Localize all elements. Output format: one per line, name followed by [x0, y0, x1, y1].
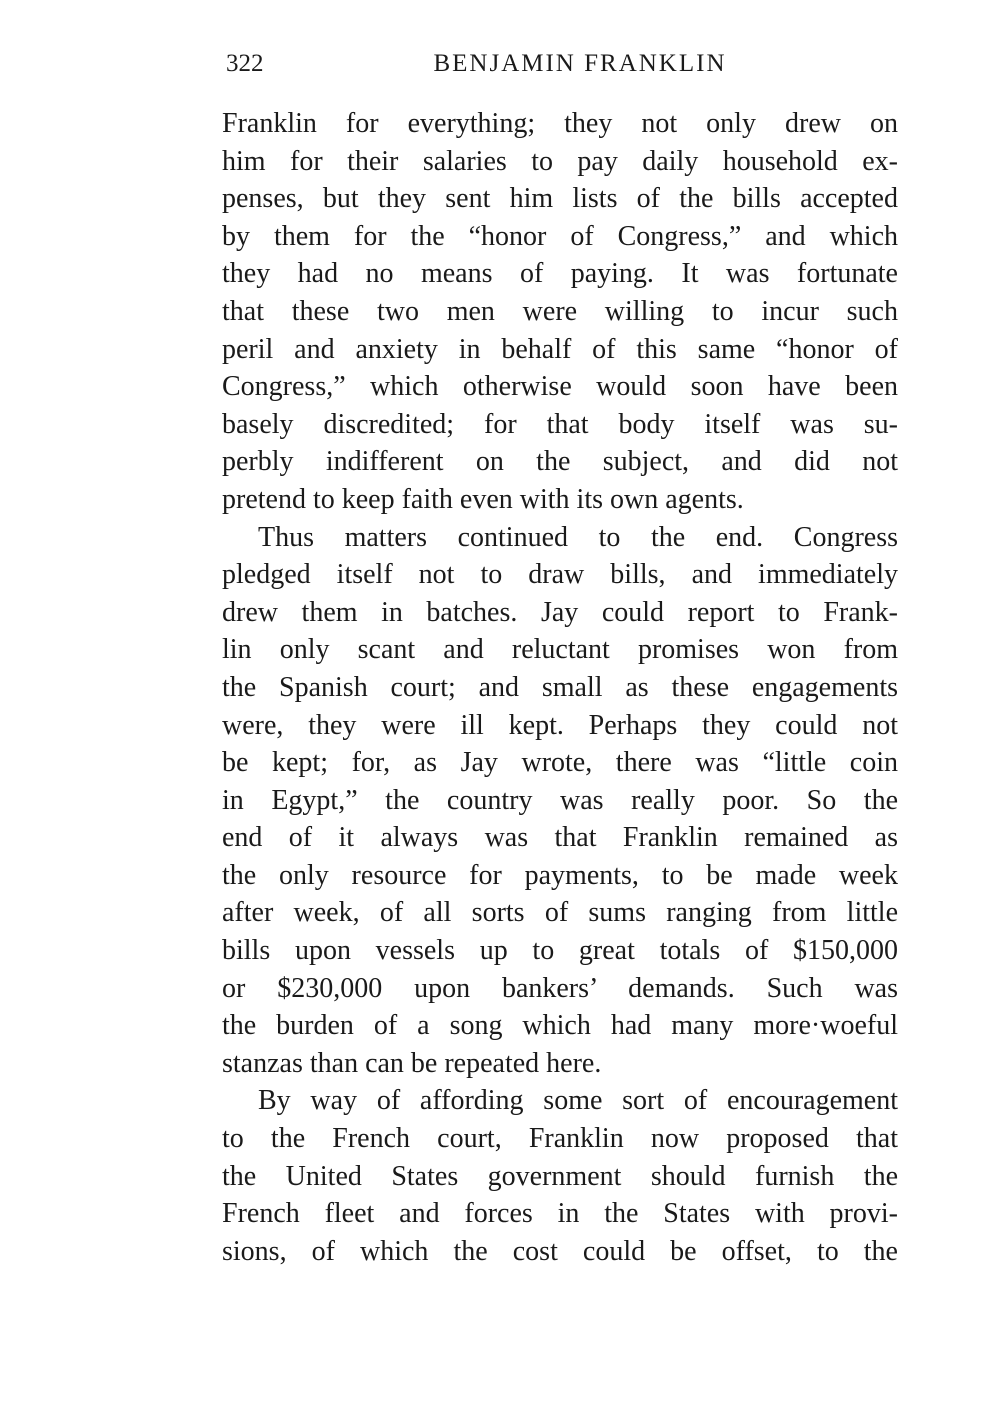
page-number: 322 [226, 50, 264, 77]
text-line: be kept; for, as Jay wrote, there was “little coin [222, 747, 898, 779]
text-line: the Spanish court; and small as these engagements [222, 671, 898, 703]
text-line: the only resource for payments, to be made week [222, 859, 898, 891]
text-line: sions, of which the cost could be offset, to the [222, 1235, 898, 1267]
text-line: the burden of a song which had many more·woeful [222, 1010, 898, 1042]
text-line: the United States government should furnish the [222, 1160, 898, 1192]
running-title: BENJAMIN FRANKLIN [433, 50, 727, 77]
text-line: that these two men were willing to incur such [222, 295, 898, 327]
text-line: basely discredited; for that body itself was su- [222, 408, 898, 440]
text-line: were, they were ill kept. Perhaps they could not [222, 709, 898, 741]
text-line: Franklin for everything; they not only drew on [222, 108, 898, 139]
text-line: bills upon vessels up to great totals of $150,000 [222, 935, 898, 967]
text-line: Congress,” which otherwise would soon have been [222, 371, 898, 403]
text-line: or $230,000 upon bankers’ demands. Such was [222, 972, 898, 1004]
text-line: him for their salaries to pay daily household ex- [222, 145, 898, 177]
text-line: pledged itself not to draw bills, and immediately [222, 559, 898, 591]
text-line: they had no means of paying. It was fortunate [222, 258, 898, 290]
text-line: stanzas than can be repeated here. [222, 1047, 602, 1079]
text-line: perbly indifferent on the subject, and did not [222, 446, 898, 478]
paragraph-first-line: Thus matters continued to the end. Congress [258, 521, 898, 553]
text-line: French fleet and forces in the States with provi- [222, 1198, 898, 1230]
text-line: pretend to keep faith even with its own agents. [222, 483, 744, 515]
text-line: penses, but they sent him lists of the bills accepted [222, 183, 898, 215]
page-header [222, 50, 898, 84]
paragraph-first-line: By way of affording some sort of encouragement [258, 1085, 898, 1117]
text-line: in Egypt,” the country was really poor. So the [222, 784, 898, 816]
text-line: lin only scant and reluctant promises won from [222, 634, 898, 666]
text-line: after week, of all sorts of sums ranging from little [222, 897, 898, 929]
text-line: peril and anxiety in behalf of this same “honor of [222, 333, 898, 365]
text-line: to the French court, Franklin now proposed that [222, 1123, 898, 1155]
text-line: end of it always was that Franklin remained as [222, 822, 898, 854]
text-line: drew them in batches. Jay could report to Frank- [222, 596, 898, 628]
text-line: by them for the “honor of Congress,” and which [222, 220, 898, 252]
body-text [222, 105, 898, 1270]
